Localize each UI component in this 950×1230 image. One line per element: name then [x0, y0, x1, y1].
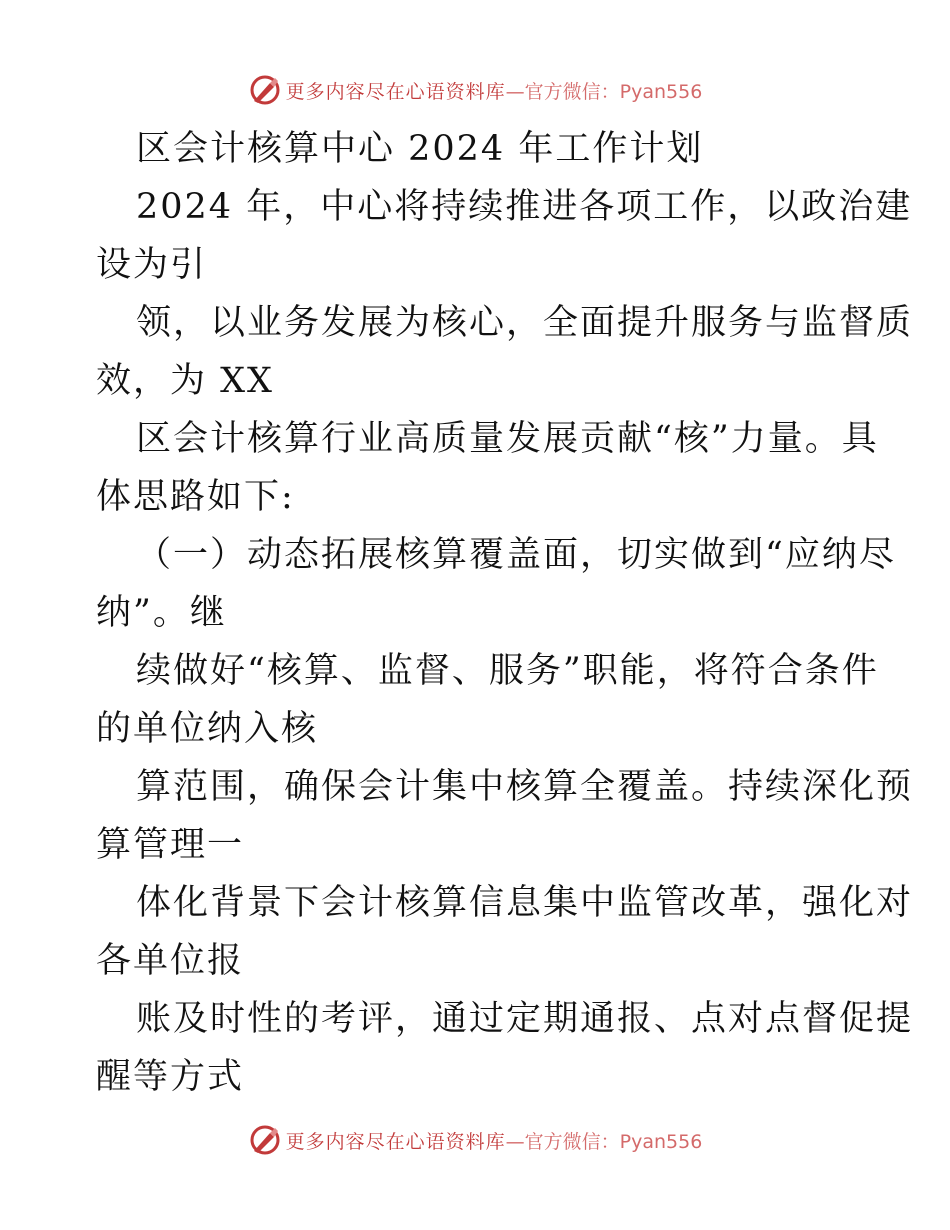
- text-line: 各单位报: [96, 941, 245, 981]
- text-line: 体化背景下会计核算信息集中监管改革，强化对: [136, 883, 914, 923]
- text-line: 体思路如下:: [96, 477, 295, 517]
- watermark-brand: 更多内容尽在心语资料库: [285, 80, 506, 103]
- text-line: 效，为 XX: [96, 361, 274, 401]
- text-line: 区会计核算行业高质量发展贡献“核”力量。具: [136, 419, 879, 459]
- text-line: 续做好“核算、监督、服务”职能，将符合条件: [136, 651, 879, 691]
- text-line: （一）动态拓展核算覆盖面，切实做到“应纳尽: [136, 535, 896, 575]
- watermark-brand: 更多内容尽在心语资料库: [285, 1130, 506, 1153]
- text-line: 算范围，确保会计集中核算全覆盖。持续深化预: [136, 767, 914, 807]
- text-line: 设为引: [96, 245, 208, 285]
- text-line: 醒等方式: [96, 1057, 245, 1097]
- text-line: 账及时性的考评，通过定期通报、点对点督促提: [136, 999, 914, 1039]
- text-line: 纳”。继: [96, 593, 227, 633]
- text-line: 2024 年，中心将持续推进各项工作，以政治建: [136, 187, 913, 227]
- watermark-contact: —官方微信：Pyan556: [505, 1130, 703, 1153]
- pen-logo-icon: [248, 73, 282, 107]
- pen-logo-icon: [248, 1123, 282, 1157]
- header-watermark: [0, 70, 950, 110]
- footer-watermark: [0, 1120, 950, 1160]
- watermark-contact: —官方微信：Pyan556: [505, 80, 703, 103]
- text-line: 算管理一: [96, 825, 245, 865]
- document-title: 区会计核算中心 2024 年工作计划: [136, 129, 704, 169]
- text-line: 的单位纳入核: [96, 709, 319, 749]
- text-line: 领，以业务发展为核心，全面提升服务与监督质: [136, 303, 914, 343]
- document-body: [96, 120, 914, 1106]
